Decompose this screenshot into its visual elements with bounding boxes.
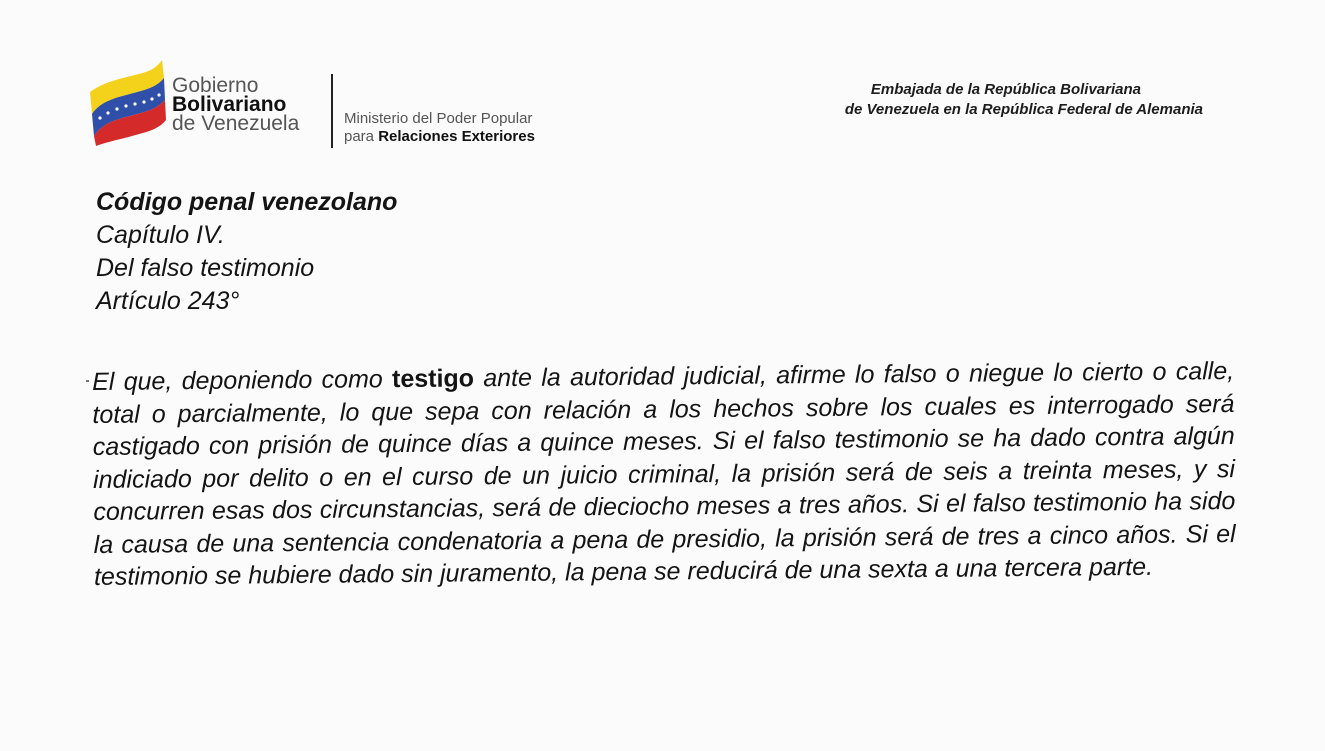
ministry-line-2-prefix: para — [344, 128, 379, 145]
venezuela-flag-icon — [86, 58, 168, 146]
document-heading — [96, 186, 397, 318]
logo-line-venezuela: de Venezuela — [172, 112, 300, 135]
logo-line-gobierno: Gobierno — [172, 74, 259, 97]
article-body — [92, 355, 1236, 593]
government-logo — [86, 58, 586, 153]
embassy-line-1: Embajada de la República Bolivariana — [870, 81, 1141, 98]
scanner-edge-shadow — [1305, 0, 1325, 241]
logo-line-bolivariano: Bolivariano — [172, 93, 287, 116]
body-text-start: El que, deponiendo como — [92, 365, 393, 396]
scan-speck — [86, 380, 89, 382]
document-chapter: Capítulo IV. — [96, 221, 225, 249]
document-section: Del falso testimonio — [96, 254, 315, 282]
body-text-rest: ante la autoridad judicial, afirme lo falso o niegue lo cierto o calle, total o parcialmente, lo que sepa con relación a los hechos sobre los cuales es interrogado será castigado con prisión de quince días a quince meses. Si el falso testimonio se ha dado contra algún indiciado por delito o en el curso de un juicio criminal, la prisión será de seis a treinta meses, y si concurren esas dos circunstancias, será de dieciocho meses a tres años. Si el falso testimonio ha sido la causa de una sentencia condenatoria a pena de presidio, la prisión será de tres a cinco años. Si el testimonio se hubiere dado sin juramento, la pena se reducirá de una sexta a una tercera parte. — [92, 357, 1236, 591]
document-article: Artículo 243° — [96, 287, 240, 315]
logo-divider — [331, 74, 333, 148]
body-keyword-testigo: testigo — [391, 364, 475, 394]
document-title: Código penal venezolano — [96, 188, 398, 216]
ministry-line-2 — [344, 128, 535, 146]
embassy-header — [845, 80, 1203, 120]
ministry-line-1: Ministerio del Poder Popular — [344, 110, 533, 127]
government-name — [172, 76, 299, 133]
embassy-line-2: de Venezuela en la República Federal de Alemania — [844, 101, 1203, 118]
ministry-line-2-bold: Relaciones Exteriores — [378, 128, 535, 145]
ministry-name — [344, 110, 535, 146]
